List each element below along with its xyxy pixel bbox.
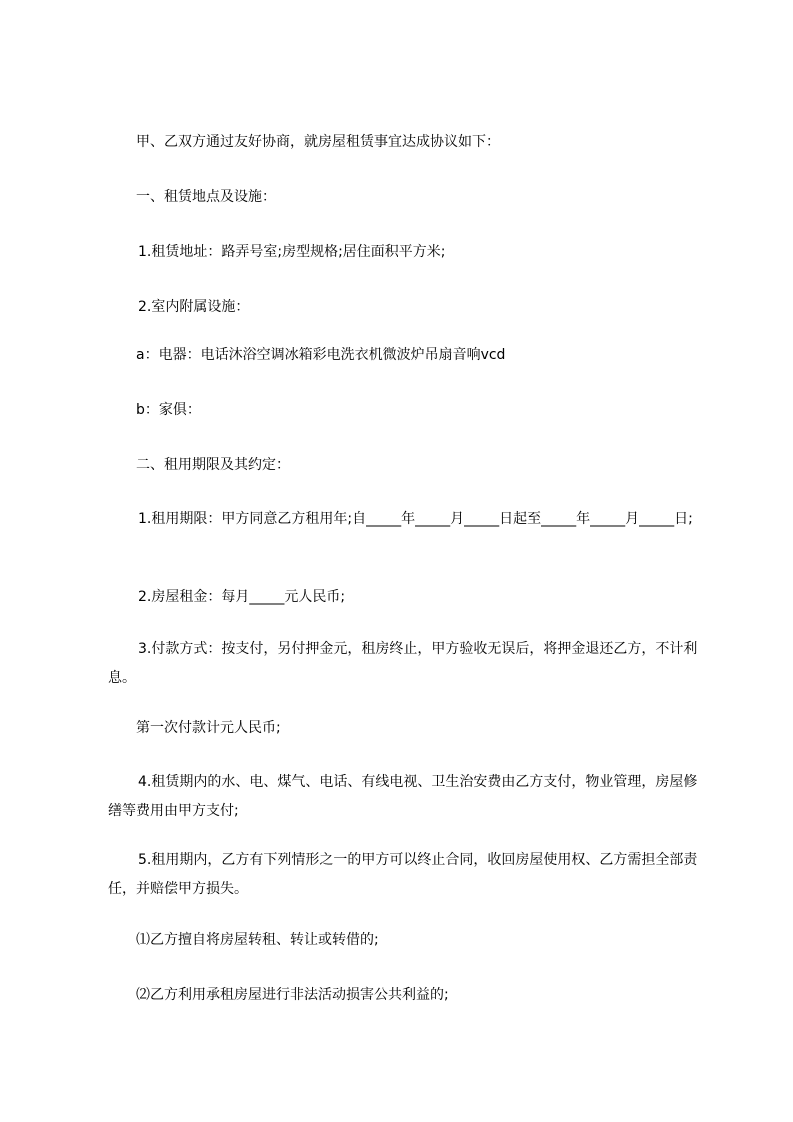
clause-termination-item-1: ⑴乙方擅自将房屋转租、转让或转借的; bbox=[136, 932, 379, 948]
clause-first-payment: 第一次付款计元人民币; bbox=[136, 720, 281, 736]
clause-termination: 5.租用期内，乙方有下列情形之一的甲方可以终止合同，收回房屋使用权、乙方需担全部责任，并赔偿甲方损失。 bbox=[108, 852, 698, 897]
clause-furniture: b：家俱： bbox=[136, 402, 201, 418]
section-heading-location: 一、租赁地点及设施： bbox=[136, 189, 276, 205]
clause-address: 1.租赁地址：路弄号室;房型规格;居住面积平方米; bbox=[138, 244, 446, 260]
clause-payment-method: 3.付款方式：按支付，另付押金元，租房终止，甲方验收无误后，将押金退还乙方，不计利息。 bbox=[108, 641, 698, 686]
clause-facilities: 2.室内附属设施： bbox=[138, 299, 250, 315]
clause-rent: 2.房屋租金：每月_____元人民币; bbox=[138, 589, 346, 605]
section-heading-term: 二、租用期限及其约定： bbox=[136, 457, 290, 473]
clause-termination-item-2: ⑵乙方利用承租房屋进行非法活动损害公共利益的; bbox=[136, 987, 449, 1003]
clause-utilities: 4.租赁期内的水、电、煤气、电话、有线电视、卫生治安费由乙方支付，物业管理，房屋修缮等费用由甲方支付; bbox=[108, 774, 698, 819]
intro-paragraph: 甲、乙双方通过友好协商，就房屋租赁事宜达成协议如下： bbox=[136, 134, 500, 150]
clause-lease-term: 1.租用期限：甲方同意乙方租用年;自_____年_____月_____日起至_____年_____月_____日; bbox=[138, 511, 693, 527]
clause-appliances: a：电器：电话沐浴空调冰箱彩电洗衣机微波炉吊扇音响vcd bbox=[136, 347, 506, 363]
